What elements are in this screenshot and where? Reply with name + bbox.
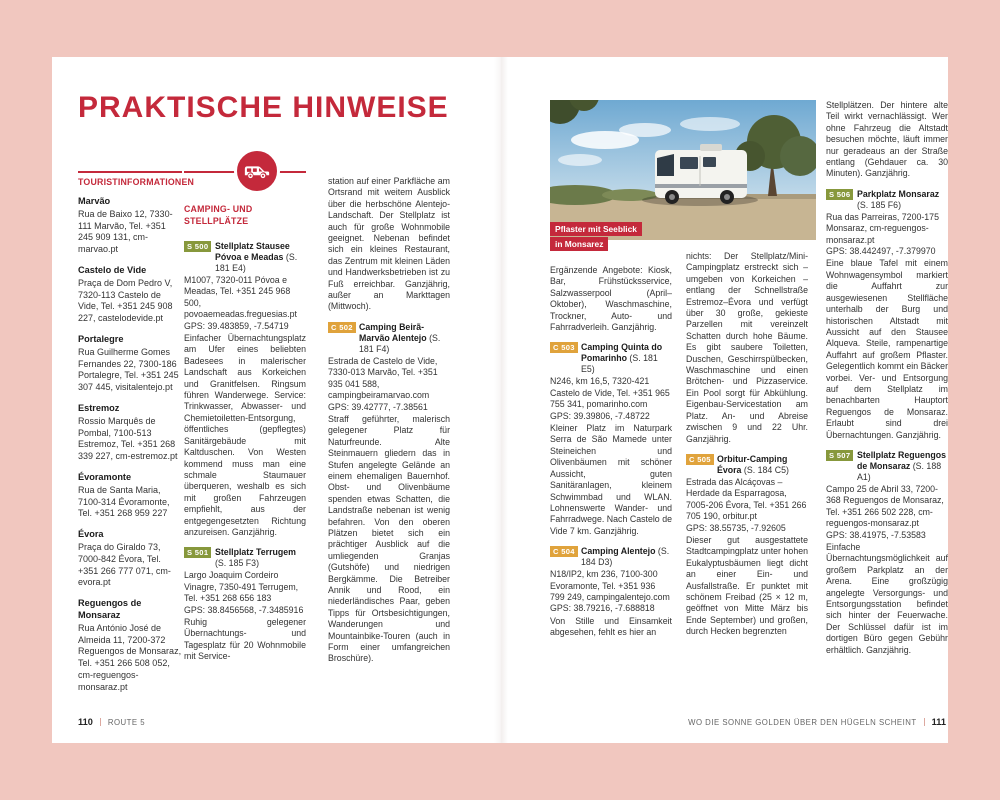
place-details: Rua de Santa Maria, 7100-314 Évoramonte, Tel. +351 268 959 227 <box>78 484 170 519</box>
photo-camper-monsaraz <box>550 100 816 249</box>
camping-entry-c504 <box>550 546 672 638</box>
footer-separator <box>100 718 101 726</box>
entry-description: Dieser gut ausgestattete Stadtcampingplatz unter hohen Eukalyptusbäumen liegt dicht an einer Ein- und Ausfallstraße. Er punktet mit schönem Freibad (25 × 12 m, geöffnet von Mitte März bis Ende September) und großen, durch Hecken begrenzten <box>686 534 808 637</box>
entry-map-ref: (S. 181 F4) <box>359 332 441 354</box>
photo-caption <box>550 222 642 252</box>
camping-entry-c505 <box>686 454 808 638</box>
entry-contact: N18/IP2, km 236, 7100-300 Evoramonte, Tel. +351 936 799 249, campingalentejo.com <box>550 569 670 602</box>
camping-entry-s501 <box>184 547 306 662</box>
page-fold <box>494 57 508 743</box>
tourist-entry-reguengos <box>78 598 182 693</box>
entry-gps: GPS: 38.41975, -7.53583 <box>826 529 926 540</box>
entry-title: Camping Beirã-Marvão Alentejo <box>359 321 427 343</box>
continuation-text: Ergänzende Angebote: Kiosk, Bar, Frühstücksservice, Salzwasserpool (April–Oktober), Waschmaschine, Trockner, Auto- und Fahrradverleih. Ganzjährig. <box>550 265 672 333</box>
entry-title: Parkplatz Monsaraz <box>857 188 940 199</box>
entry-gps: GPS: 38.79216, -7.688818 <box>550 603 655 614</box>
stellplatz-badge: S 506 <box>826 189 853 200</box>
tourist-info-column <box>78 176 195 702</box>
camping-badge: C 502 <box>328 322 356 333</box>
camping-heading: CAMPING- UND STELLPLÄTZE <box>184 204 253 226</box>
place-details: Rua de Baixo 12, 7330-111 Marvão, Tel. +351 245 909 131, cm-marvao.pt <box>78 208 173 255</box>
photo-caption-line: Pflaster mit Seeblick <box>550 222 642 236</box>
entry-gps: GPS: 39.483859, -7.54719 <box>184 320 289 331</box>
stellplatz-badge: S 507 <box>826 450 853 461</box>
place-name: Castelo de Vide <box>78 264 147 275</box>
camping-column-1 <box>184 203 306 663</box>
continuation-text: station auf einer Parkfläche am Ortsrand mit weitem Ausblick über die herbschöne Alentejo-Landschaft. Der Stellplatz ist auch für große Wohnmobile geeignet. Nebenan befindet sich ein kleines Restaurant, das Zentrum mit kleinen Läden und Handwerksbetrieben ist zu Fuß erreichbar. Ganzjährig, außer an Markttagen (Mittwoch). <box>328 176 450 312</box>
place-details: Praça de Dom Pedro V, 7320-113 Castelo de Vide, Tel. +351 245 908 227, castelodevide.pt <box>78 277 173 324</box>
footer-right <box>688 717 946 727</box>
continuation-text: nichts: Der Stellplatz/Mini-Campingplatz erstreckt sich – umgeben von Korkeichen – entlang der Schnellstraße Estremoz–Évora und verfügt über 30 große, gekieste Parzellen mit vereinzelt Schatten durch hohe Bäume. Es gibt saubere Toiletten, Duschen, Geschirrspülbecken, Waschmaschine und einen Brötchen- und Pizzaservice. Ein Pool sorgt für Abkühlung. Eigenbau-Servicestation am Platz. An- und Abreise zwischen 9 und 22 Uhr. Ganzjährig. <box>686 251 808 444</box>
camper-icon <box>234 148 280 194</box>
entry-title: Stellplatz Stausee Póvoa e Meadas <box>215 241 290 262</box>
page-title: PRAKTISCHE HINWEISE <box>78 91 449 124</box>
tourist-entry-estremoz <box>78 403 182 463</box>
camping-entry-s500 <box>184 241 306 538</box>
place-name: Évoramonte <box>78 471 132 482</box>
entry-gps: GPS: 38.442497, -7.379970 <box>826 246 936 257</box>
camping-entry-s506 <box>826 189 948 441</box>
entry-map-ref: (S. 181 E4) <box>215 252 298 273</box>
entry-contact: Estrada de Castelo de Vide, 7330-013 Marvão, Tel. +351 935 041 588, campingbeiramarvao.com <box>328 355 438 401</box>
place-name: Portalegre <box>78 333 124 344</box>
camping-column-2 <box>328 176 450 665</box>
footer-left <box>78 717 145 727</box>
page-number-right: 111 <box>931 717 946 727</box>
entry-gps: GPS: 39.42777, -7.38561 <box>328 401 428 412</box>
camping-badge: C 503 <box>550 342 578 353</box>
camping-column-4 <box>686 251 808 638</box>
place-name: Marvão <box>78 196 111 206</box>
entry-map-ref: (S. 185 F6) <box>857 199 902 210</box>
camping-column-5 <box>826 100 948 656</box>
camping-column-3 <box>550 265 672 639</box>
camping-badge: C 504 <box>550 546 578 557</box>
entry-title: Stellplatz Terrugem <box>215 547 296 558</box>
entry-description: Straff geführter, malerisch gelegener Platz für Naturfreunde. Alte Steinmauern gliedern das in Stufen angelegte Gelände an einem ehemaligen Bauernhof. Obst- und Olivenbäume spenden etwas Schatten, die Landstraße nebenan ist wenig befahren. Von den oberen Plätzen bietet sich ein prächtiger Ausblick auf die umliegenden Granjas (Gutshöfe) und niedrigen Bergkämme. Die Betreiber Annik und Rood, ein niederländisches Paar, geben Tipps für Ortsbesichtigungen, Wanderungen und Mountainbike-Touren (auch in Form einer umfangreichen Broschüre). <box>328 413 450 664</box>
entry-description: Von Stille und Einsamkeit abgesehen, fehlt es hier an <box>550 615 672 638</box>
entry-map-ref: (S. 185 F3) <box>215 558 260 569</box>
page-sheet <box>52 57 948 743</box>
place-details: Rua António José de Almeida 11, 7200-372 Reguengos de Monsaraz, Tel. +351 266 508 052, cm-reguengos-monsaraz.pt <box>78 622 182 692</box>
page-number-left: 110 <box>78 717 93 727</box>
continuation-text: Stellplätzen. Der hintere alte Teil wirkt vernachlässigt. Wer ohne Fahrzeug die Altstadt besuchen möchte, läuft immer nur geradeaus an der Straße entlang (Gehdauer ca. 30 Minuten). Ganzjährig. <box>826 100 948 179</box>
route-label: ROUTE 5 <box>107 717 146 727</box>
entry-title: Orbitur-Camping Évora <box>717 453 788 475</box>
entry-map-ref: (S. 184 D3) <box>581 546 670 568</box>
tourist-entry-evoramonte <box>78 472 182 520</box>
entry-contact: Rua das Parreiras, 7200-175 Monsaraz, cm-reguengos-monsaraz.pt <box>826 211 939 245</box>
entry-title: Camping Alentejo <box>581 546 656 557</box>
tourist-entry-portalegre <box>78 334 182 394</box>
tourist-entry-marvao <box>78 196 182 256</box>
place-name: Estremoz <box>78 402 120 413</box>
tourist-entry-castelo-de-vide <box>78 265 182 325</box>
photo-caption-line: in Monsarez <box>550 237 608 251</box>
stellplatz-badge: S 500 <box>184 241 211 252</box>
entry-contact: Largo Joaquim Cordeiro Vinagre, 7350-491 Terrugem, Tel. +351 268 656 183 <box>184 570 299 604</box>
stellplatz-badge: S 501 <box>184 547 211 558</box>
entry-description: Einfache Übernachtungsmöglichkeit auf großem Parkplatz an der Arena. Eine großzügig angelegte Versorgungs- und Entsorgungsstation befindet sich hinter der Feuerwache. Der Schlüssel dafür ist im dortigen Büro gegen Gebühr erhältlich. Ganzjährig. <box>826 542 948 655</box>
entry-description: Ruhig gelegener Übernachtungs- und Tagesplatz für 20 Wohnmobile mit Service- <box>184 616 306 662</box>
camping-entry-c503 <box>550 342 672 537</box>
camping-badge: C 505 <box>686 454 714 465</box>
chapter-label: WO DIE SONNE GOLDEN ÜBER DEN HÜGELN SCHEINT <box>688 717 917 727</box>
entry-map-ref: (S. 188 A1) <box>857 460 942 482</box>
entry-gps: GPS: 38.55735, -7.92605 <box>686 522 786 533</box>
footer-separator <box>924 718 925 726</box>
entry-description: Einfacher Übernachtungsplatz am Ufer eines beliebten Badesees in malerischer Landschaft aus Korkeichen und Granitfelsen. Ringsum führen Wanderwege. Service: Trinkwasser, Abwasser- und Chemietoiletten-Entsorgung, öffentliches (gepflegtes) Sanitärgebäude mit Kaltduschen. Von Westen kommend muss man eine schmale Staumauer überqueren, weshalb es sich mit großen Fahrzeugen empfiehlt, aus der entgegengesetzten Richtung anzureisen. Ganzjährig. <box>184 333 306 537</box>
entry-title: Stellplatz Reguengos de Monsaraz <box>857 449 946 471</box>
entry-contact: Campo 25 de Abril 33, 7200-368 Reguengos de Monsaraz, Tel. +351 266 502 228, cm-reguengos-monsaraz.pt <box>826 483 944 529</box>
entry-description: Kleiner Platz im Naturpark Serra de São Mamede unter Steineichen und Olivenbäumen mit schöner Aussicht, guten Sanitäranlagen, kleinem Schwimmbad und WLAN. Lohnenswerte Wander- und Fahrradwege. Nach Castelo de Vide 7 km. Ganzjährig. <box>550 423 672 536</box>
place-name: Évora <box>78 529 104 540</box>
entry-contact: M1007, 7320-011 Póvoa e Meadas, Tel. +351 245 968 500, povoaemeadas.freguesias.pt <box>184 275 297 320</box>
entry-map-ref: (S. 184 C5) <box>743 464 789 475</box>
entry-gps: GPS: 39.39806, -7.48722 <box>550 410 650 421</box>
place-name: Reguengos de Monsaraz <box>78 598 142 620</box>
tourist-entry-evora <box>78 529 182 589</box>
entry-title: Camping Quinta do Pomarinho <box>581 342 663 364</box>
entry-contact: N246, km 16,5, 7320-421 Castelo de Vide, Tel. +351 965 755 341, pomarinho.com <box>550 376 670 410</box>
entry-gps: GPS: 38.8456568, -7.3485916 <box>184 604 304 615</box>
camping-entry-c502 <box>328 322 450 665</box>
entry-contact: Estrada das Alcáçovas – Herdade da Esparragosa, 7005-206 Évora, Tel. +351 266 705 190, orbitur.pt <box>686 476 807 522</box>
entry-description: Eine blaue Tafel mit einem Wohnwagensymbol markiert die Auffahrt zur ausgewiesenen Stellfläche unterhalb der Burg und historischen Altstadt mit Aussicht auf den Stausee Alqueva. Steile, rampenartige Auffahrt auf großem Pflaster. Gelegentlich kommt ein Bäcker vorbei. Ver- und Entsorgung auf dem Stellplatz im benachbarten Hauptort Reguengos de Monsaraz. Erlaubt sind drei Übernachtungen. Ganzjährig. <box>826 258 948 440</box>
tourist-heading: TOURISTINFORMATIONEN <box>78 177 195 187</box>
place-details: Rua Guilherme Gomes Fernandes 22, 7300-186 Portalegre, Tel. +351 245 307 445, visitalentejo.pt <box>78 346 179 393</box>
camping-entry-s507 <box>826 450 948 656</box>
place-details: Praça do Giraldo 73, 7000-842 Évora, Tel. +351 266 777 071, cm-evora.pt <box>78 541 171 588</box>
place-details: Rossio Marquês de Pombal, 7100-513 Estremoz, Tel. +351 268 339 227, cm-estremoz.pt <box>78 415 178 462</box>
section-rule <box>78 171 182 173</box>
entry-map-ref: (S. 181 E5) <box>581 353 658 375</box>
